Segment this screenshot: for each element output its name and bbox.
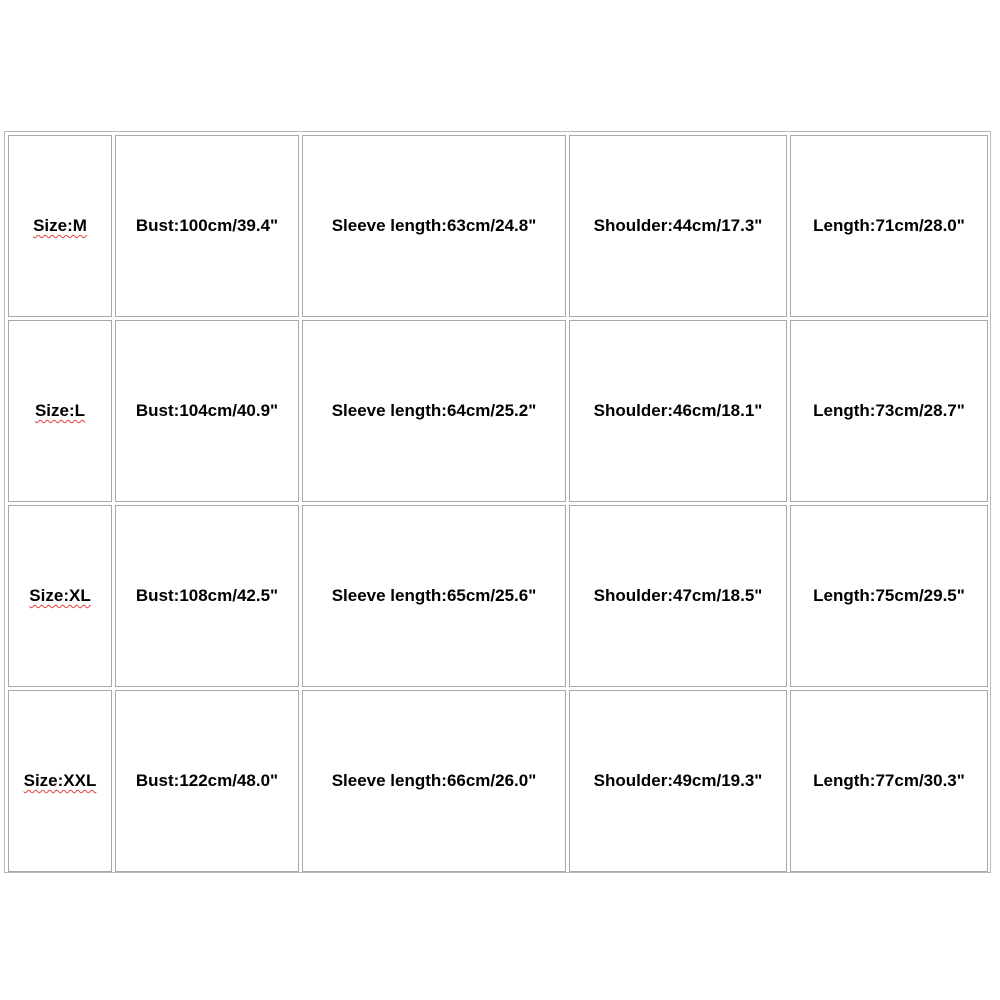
shoulder-cell: Shoulder:49cm/19.3": [569, 690, 787, 872]
length-cell: Length:75cm/29.5": [790, 505, 988, 687]
bust-cell: Bust:108cm/42.5": [115, 505, 299, 687]
sleeve-length-cell: Sleeve length:64cm/25.2": [302, 320, 566, 502]
size-cell: [8, 320, 112, 502]
size-label: Size:M: [33, 216, 87, 235]
size-cell: [8, 505, 112, 687]
size-label: Size:L: [34, 401, 86, 420]
sleeve-length-cell: Sleeve length:63cm/24.8": [302, 135, 566, 317]
shoulder-cell: Shoulder:47cm/18.5": [569, 505, 787, 687]
size-cell: [8, 135, 112, 317]
length-cell: Length:77cm/30.3": [790, 690, 988, 872]
shoulder-cell: Shoulder:46cm/18.1": [569, 320, 787, 502]
size-cell: [8, 690, 112, 872]
bust-cell: Bust:104cm/40.9": [115, 320, 299, 502]
size-label: Size:XXL: [23, 771, 97, 790]
length-cell: Length:71cm/28.0": [790, 135, 988, 317]
sleeve-length-cell: Sleeve length:66cm/26.0": [302, 690, 566, 872]
bust-cell: Bust:100cm/39.4": [115, 135, 299, 317]
bust-cell: Bust:122cm/48.0": [115, 690, 299, 872]
size-label: Size:XL: [29, 586, 91, 605]
sleeve-length-cell: Sleeve length:65cm/25.6": [302, 505, 566, 687]
length-cell: Length:73cm/28.7": [790, 320, 988, 502]
shoulder-cell: Shoulder:44cm/17.3": [569, 135, 787, 317]
size-chart-table: [4, 131, 991, 873]
